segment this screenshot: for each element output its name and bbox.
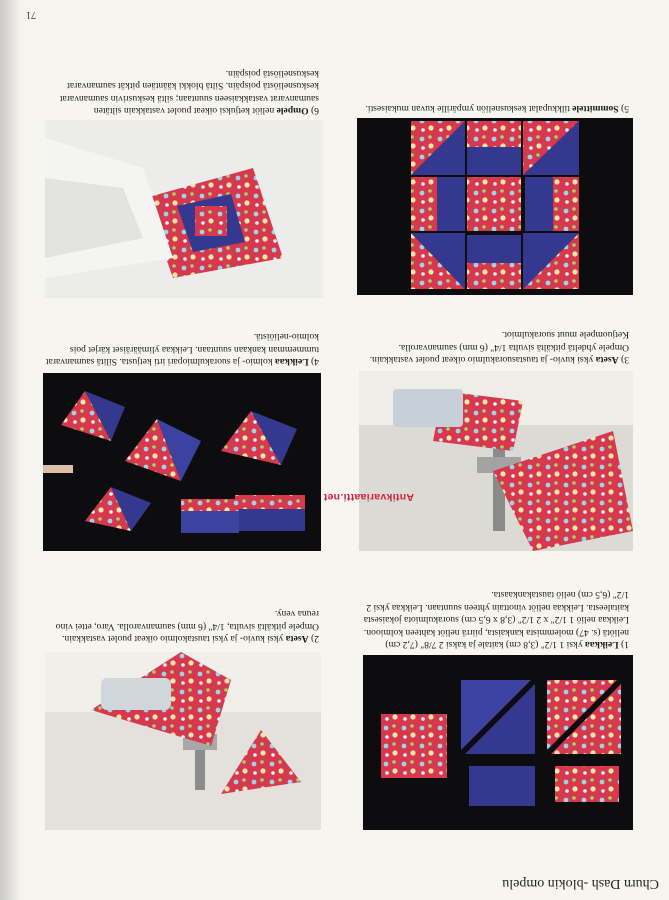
photo-step-5 [357,118,633,295]
page-title: Churn Dash -blokin ompelu [502,876,659,891]
caption-step-3: 3) Aseta yksi kuvio- ja taustasuorakulmio oikeat puolet vastakkain. Ompele yhdeltä pitkältä sivulta 1/4" (6 mm) saumanvarolla. Ketjuompele muut suorakulmiot. [369,329,629,365]
photo-step-3 [359,371,633,551]
page-gutter-shadow [0,0,22,900]
watermark-text: Antikvariaatti.net [323,491,414,503]
photo-step-1 [363,655,633,830]
page-number: 71 [26,9,36,20]
photo-step-6 [45,120,323,298]
caption-step-1: 1) Leikkaa yksi 1 1/2" (3,8 cm) kaitale ja kaksi 2 7/8" (7,2 cm) neliötä (s. 47) molemmista kankaista, piirrä neliöt kahteen kolmioon. Leikkaa neliö 1 1/2" x 2 1/2" (3,8 x 6,5 cm) suorakulmiota jokaisesta kaitaleesta. Leikkaa neliöt vinottain yhteen suuntaan. Leikkaa yksi 2 1/2" (6,5 cm) neliö taustakankaasta. [363,589,629,650]
photo-step-2 [45,652,321,830]
caption-step-2: 2) Aseta yksi kuvio- ja yksi taustakolmio oikeat puolet vastakkain. Ompele pitkältä sivulta, 1/4" (6 mm) saumanvarolla. Varo, ettei vino reuna veny. [55,608,319,644]
caption-step-4: 4) Leikkaa kolmio- ja suorakulmiopari irti ketjusta. Silitä saumanvarat tummemman kankaan suuntaan. Leikkaa ylimääräiset kärjet pois kolmio-neliöistä. [45,331,319,367]
photo-step-4 [43,373,321,551]
caption-step-6: 6) Ompele neliöt ketjuksi oikeat puolet vastakkain siltäten saumanvarat vastakkaiseen suuntaan; siltä keskusrivin saumanvarat keskusneliöstä poispäin. Siltä blokki kääntäen pitkät saumanvarat keskusneliöstä poispäin. [59,67,319,116]
caption-step-5: 5) Sommittele tilkkupalat keskusneliön ympärille kuvan mukaisesti. [365,103,629,114]
